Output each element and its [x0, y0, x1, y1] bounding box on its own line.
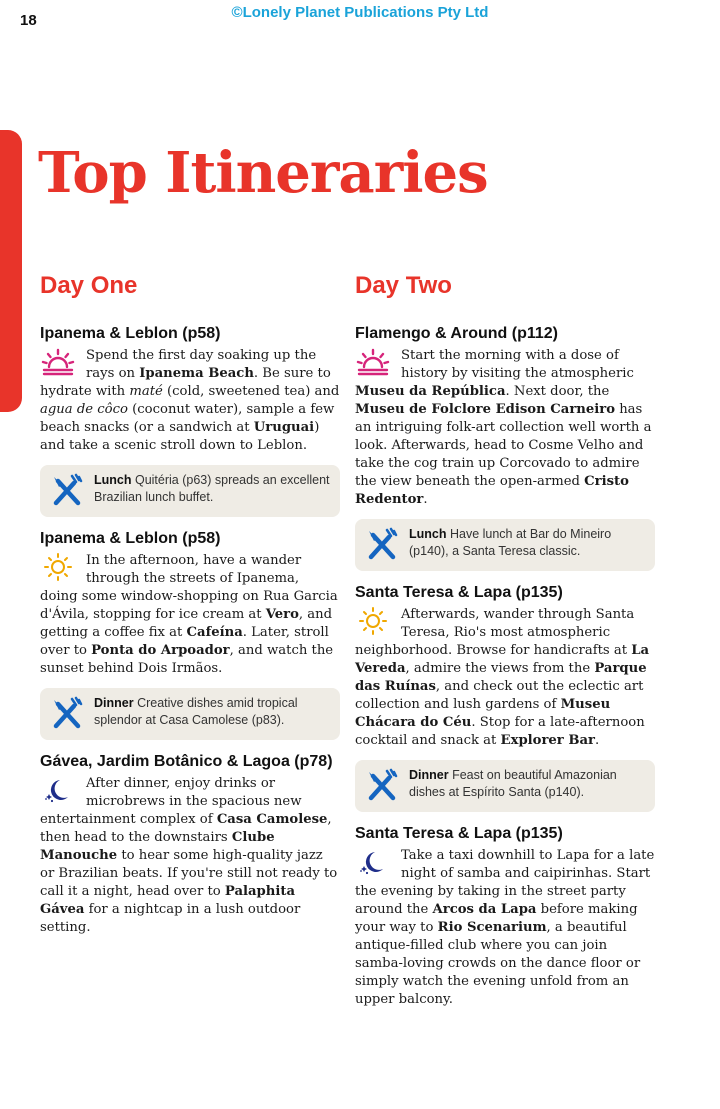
place-name: Ipanema Beach — [139, 366, 254, 381]
place-name: Casa Camolese — [216, 812, 328, 827]
text-run: Afterwards, wander through Santa Teresa, Rio's most atmospheric neighborhood. Browse for handicrafts at — [355, 607, 635, 658]
day-one-column — [40, 272, 340, 947]
text-run: . Stop for a late-afternoon cocktail and snack at — [355, 715, 645, 748]
chapter-tab — [0, 130, 22, 412]
day-two-section-2-title: Santa Teresa & Lapa (p135) — [355, 584, 563, 601]
place-name: Cafeína — [186, 625, 243, 640]
day-one-section-2-title: Ipanema & Leblon (p58) — [40, 530, 221, 547]
text-run: , and getting a coffee fix at — [40, 607, 333, 640]
day-two-section-3-text — [355, 847, 655, 1009]
text-run: , and check out the eclectic art collection and lush gardens of — [355, 679, 644, 712]
copyright-notice: ©Lonely Planet Publications Pty Ltd — [231, 4, 489, 21]
place-name: Explorer Bar — [500, 733, 595, 748]
day-one-section-3-title: Gávea, Jardim Botânico & Lagoa (p78) — [40, 753, 333, 770]
text-run: , admire the views from the — [405, 661, 595, 676]
day-two-column — [355, 272, 655, 1019]
dinner-label: Dinner — [94, 696, 134, 710]
text-run: After dinner, enjoy drinks or microbrews in the spacious new entertainment complex of — [40, 776, 302, 827]
place-name: Museu da República — [355, 384, 506, 399]
text-run: to hear some high-quality jazz or Brazilian beats. If you're still not ready to call it a night, head over to — [40, 848, 338, 899]
moon-icon — [355, 847, 391, 879]
term: agua de côco — [40, 402, 128, 417]
text-run: . Later, stroll over to — [40, 625, 329, 658]
place-name: Vero — [265, 607, 299, 622]
text-run: ) and take a scenic stroll down to Leblon. — [40, 420, 320, 453]
place-name: Arcos da Lapa — [432, 902, 537, 917]
text-run: , a beautiful antique-filled club where you can join samba-loving crowds on the dance floor or simply watch the evening unfold from an upper balcony. — [355, 920, 641, 1007]
place-name: Rio Scenarium — [437, 920, 547, 935]
place-name: Parque das Ruínas — [355, 661, 647, 694]
day-two-heading: Day Two — [355, 272, 452, 299]
text-run: . — [423, 492, 428, 507]
day-two-section-1-title: Flamengo & Around (p112) — [355, 325, 558, 342]
day-two-section-2-text — [355, 606, 655, 750]
place-name: Clube Manouche — [40, 830, 275, 863]
text-run: (cold, sweetened tea) and — [162, 384, 340, 399]
page-title: Top Itineraries — [38, 140, 488, 206]
page-number: 18 — [20, 12, 37, 29]
text-run: , and watch the sunset behind Dois Irmãos. — [40, 643, 334, 676]
place-name: Palaphita Gávea — [40, 884, 296, 917]
lunch-label: Lunch — [409, 527, 447, 541]
dinner-text: Creative dishes amid tropical splendor at Casa Camolese (p83). — [94, 696, 298, 727]
dinner-note — [355, 760, 655, 812]
sun-icon — [355, 606, 391, 638]
place-name: Museu de Folclore Edison Carneiro — [355, 402, 615, 417]
place-name: Ponta do Arpoador — [91, 643, 230, 658]
text-run: (coconut water), sample a few beach snacks (or a sandwich at — [40, 402, 335, 435]
sunrise-icon — [355, 347, 391, 379]
text-run: for a nightcap in a lush outdoor setting. — [40, 902, 301, 935]
fork-knife-icon — [48, 695, 86, 733]
dinner-note — [40, 688, 340, 740]
fork-knife-icon — [363, 767, 401, 805]
day-one-heading: Day One — [40, 272, 138, 299]
fork-knife-icon — [48, 472, 86, 510]
lunch-text: Have lunch at Bar do Mineiro (p140), a Santa Teresa classic. — [409, 527, 612, 558]
text-run: Take a taxi downhill to Lapa for a late night of samba and caipirinhas. Start the evening by taking in the street party around the — [355, 848, 655, 917]
day-one-section-2-text — [40, 552, 340, 678]
text-run: . — [595, 733, 600, 748]
text-run: . Be sure to hydrate with — [40, 366, 331, 399]
place-name: Uruguai — [253, 420, 315, 435]
text-run: . Next door, the — [505, 384, 610, 399]
day-one-section-1-title: Ipanema & Leblon (p58) — [40, 325, 221, 342]
place-name: La Vereda — [355, 643, 650, 676]
lunch-label: Lunch — [94, 473, 132, 487]
sunrise-icon — [40, 347, 76, 379]
place-name: Museu Chácara do Céu — [355, 697, 611, 730]
text-run: , then head to the downstairs — [40, 812, 332, 845]
lunch-note — [355, 519, 655, 571]
lunch-text: Quitéria (p63) spreads an excellent Brazilian lunch buffet. — [94, 473, 330, 504]
sun-icon — [40, 552, 76, 584]
text-run: has an intriguing folk-art collection well worth a look. Afterwards, head to Cosme Velho and take the cog train up Corcovado to admire the view beneath the open-armed — [355, 402, 652, 489]
text-run: Start the morning with a dose of history by visiting the atmospheric — [401, 348, 634, 381]
term: maté — [129, 384, 163, 399]
day-one-section-1-text — [40, 347, 340, 455]
day-two-section-3-title: Santa Teresa & Lapa (p135) — [355, 825, 563, 842]
moon-icon — [40, 775, 76, 807]
fork-knife-icon — [363, 526, 401, 564]
text-run: In the afternoon, have a wander through the streets of Ipanema, doing some window-shopping on Rua Garcia d'Ávila, stopping for ice cream at — [40, 553, 338, 622]
text-run: before making your way to — [355, 902, 638, 935]
place-name: Cristo Redentor — [355, 474, 629, 507]
dinner-label: Dinner — [409, 768, 449, 782]
lunch-note — [40, 465, 340, 517]
day-two-section-1-text — [355, 347, 655, 509]
day-one-section-3-text — [40, 775, 340, 937]
text-run: Spend the first day soaking up the rays on — [86, 348, 317, 381]
dinner-text: Feast on beautiful Amazonian dishes at Espírito Santa (p140). — [409, 768, 617, 799]
